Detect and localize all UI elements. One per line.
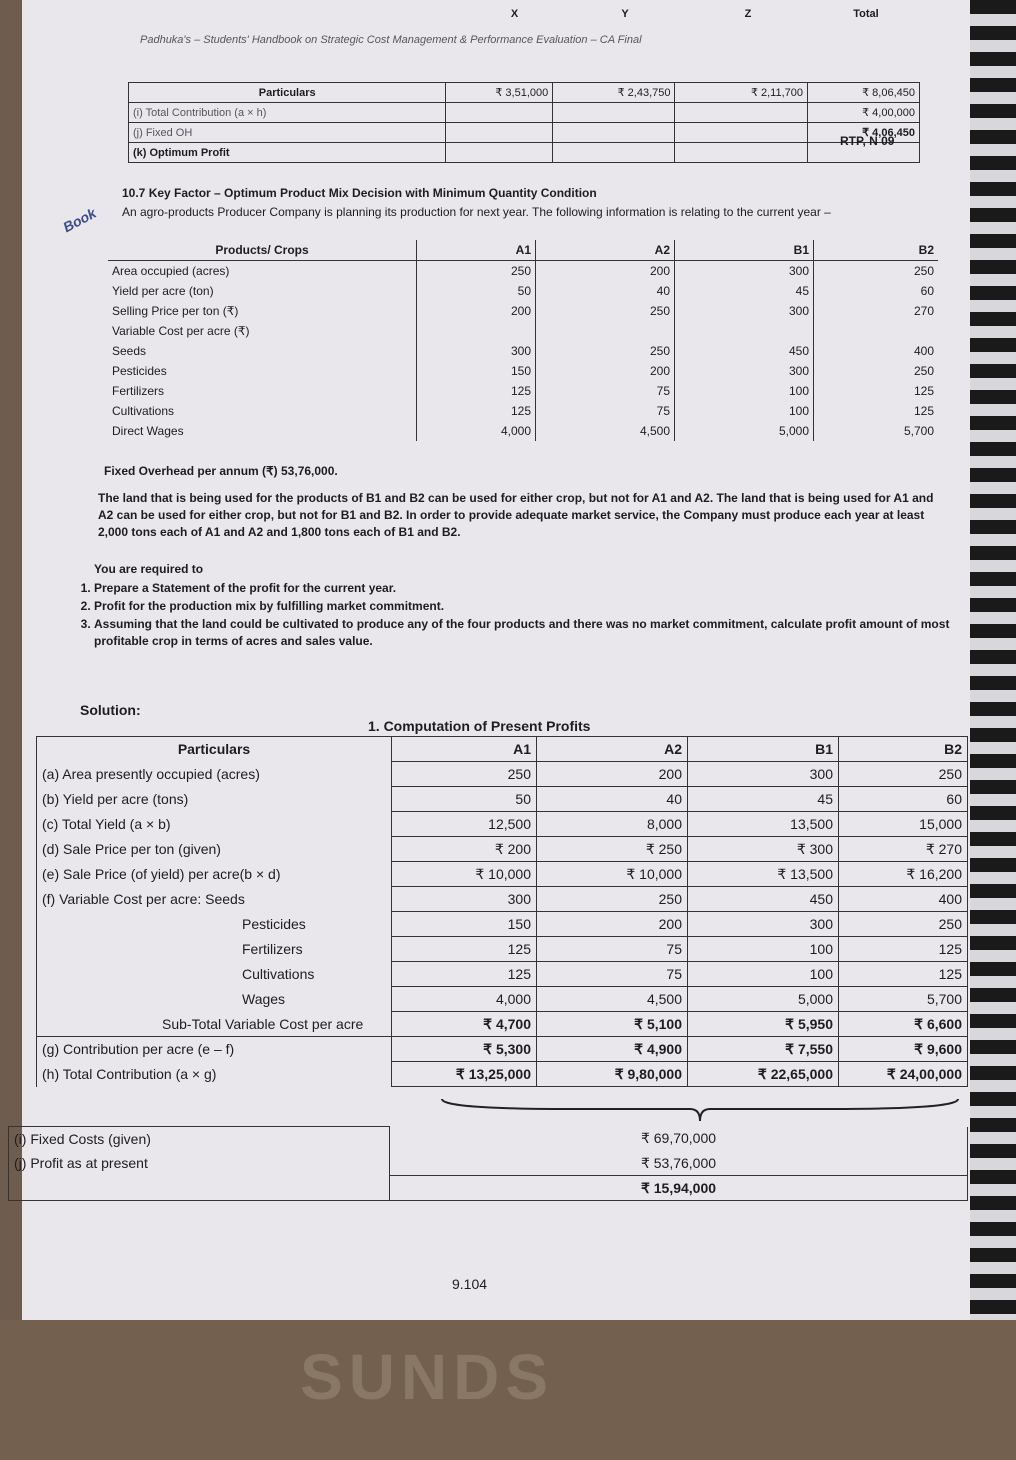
- top-col-y: Y: [621, 7, 629, 20]
- profit-computation-table: [36, 736, 968, 1087]
- margin-note: Book: [60, 204, 99, 236]
- running-header: Padhuka's – Students' Handbook on Strategic Cost Management & Performance Evaluation – CA Final: [140, 34, 642, 46]
- totals-table: [8, 1126, 968, 1201]
- top-col-total: Total: [853, 7, 879, 20]
- crop-table-row: Area occupied (acres) 250 200 300 250: [108, 261, 938, 282]
- question-list: [64, 580, 968, 651]
- crop-table-row: Selling Price per ton (₹) 200 250 300 270: [108, 301, 938, 321]
- top-table: [128, 4, 920, 65]
- problem-intro: An agro-products Producer Company is planning its production for next year. The following information is relating to the current year –: [122, 205, 831, 219]
- solution-table-row: (b) Yield per acre (tons) 50 40 45 60: [37, 787, 968, 812]
- solution-table-title: 1. Computation of Present Profits: [368, 718, 591, 734]
- spiral-binding: [970, 0, 1016, 1320]
- top-row: (j) Fixed OH ₹ 4,06,450: [129, 123, 920, 143]
- crop-table-row: Yield per acre (ton) 50 40 45 60: [108, 281, 938, 301]
- solution-table-row: Pesticides 150 200 300 250: [37, 912, 968, 937]
- solution-table-row: Wages 4,000 4,500 5,000 5,700: [37, 987, 968, 1012]
- top-row: (i) Total Contribution (a × h) ₹ 4,00,000: [129, 103, 920, 123]
- source-tag: RTP, N 09: [840, 134, 895, 148]
- page-number: 9.104: [452, 1276, 488, 1292]
- crop-table-row: Direct Wages 4,000 4,500 5,000 5,700: [108, 421, 938, 441]
- solution-table-row: (d) Sale Price per ton (given) ₹ 200 ₹ 250 ₹ 300 ₹ 270: [37, 837, 968, 862]
- fixed-overhead: Fixed Overhead per annum (₹) 53,76,000.: [104, 464, 338, 478]
- problem-paragraph: The land that is being used for the products of B1 and B2 can be used for either crop, but not for A1 and A2. The land that is being used for A1 and A2 can be used for either crop, but not for B1 and B2. In order to provide adequate market service, the Company must produce each year at least 2,000 tons each of A1 and A2 and 1,800 tons each of B1 and B2.: [98, 491, 934, 539]
- top-col-z: Z: [744, 7, 752, 20]
- top-row-header: Particulars ₹ 3,51,000 ₹ 2,43,750 ₹ 2,11,700 ₹ 8,06,450: [129, 83, 920, 103]
- totals-row: (j) Profit as at present ₹ 53,76,000: [9, 1151, 968, 1176]
- solution-table-row: (h) Total Contribution (a × g) ₹ 13,25,000 ₹ 9,80,000 ₹ 22,65,000 ₹ 24,00,000: [37, 1062, 968, 1087]
- crop-table-row: Seeds 300 250 450 400: [108, 341, 938, 361]
- crop-table-row: Fertilizers 125 75 100 125: [108, 381, 938, 401]
- solution-label: Solution:: [80, 702, 141, 718]
- totals-row: ₹ 15,94,000: [9, 1176, 968, 1201]
- crop-data-table: [108, 240, 938, 441]
- solution-table-row: Fertilizers 125 75 100 125: [37, 937, 968, 962]
- solution-table-row: Cultivations 125 75 100 125: [37, 962, 968, 987]
- required-label: You are required to: [94, 562, 204, 576]
- question-item: 3. Assuming that the land could be cultivated to produce any of the four products and there was no market commitment, calculate profit amount of most profitable crop in terms of acres and sales value.: [94, 616, 968, 650]
- solution-table-row: (e) Sale Price (of yield) per acre(b × d) ₹ 10,000 ₹ 10,000 ₹ 13,500 ₹ 16,200: [37, 862, 968, 887]
- solution-table-row: (f) Variable Cost per acre: Seeds 300 250 450 400: [37, 887, 968, 912]
- crop-table-header: Products/ Crops A1 A2 B1 B2: [108, 240, 938, 261]
- crop-table-row: Cultivations 125 75 100 125: [108, 401, 938, 421]
- top-col-x: X: [510, 7, 519, 20]
- problem-heading: 10.7 Key Factor – Optimum Product Mix Decision with Minimum Quantity Condition: [122, 186, 597, 200]
- solution-table-row: (c) Total Yield (a × b) 12,500 8,000 13,500 15,000: [37, 812, 968, 837]
- solution-table-row: Sub-Total Variable Cost per acre ₹ 4,700 ₹ 5,100 ₹ 5,950 ₹ 6,600: [37, 1012, 968, 1037]
- question-item: 2. Profit for the production mix by fulfilling market commitment.: [94, 598, 968, 615]
- crop-table-row: Pesticides 150 200 300 250: [108, 361, 938, 381]
- desk-sticker: SUNDS: [300, 1341, 555, 1413]
- question-item: 1. Prepare a Statement of the profit for the current year.: [94, 580, 968, 597]
- crop-table-body: [108, 261, 938, 442]
- solution-table-row: (a) Area presently occupied (acres) 250 200 300 250: [37, 762, 968, 787]
- totals-row: (i) Fixed Costs (given) ₹ 69,70,000: [9, 1127, 968, 1152]
- top-row: (k) Optimum Profit: [129, 143, 920, 163]
- crop-table-row: Variable Cost per acre (₹): [108, 321, 938, 341]
- top-table-body: [128, 82, 920, 163]
- solution-table-row: (g) Contribution per acre (e – f) ₹ 5,300 ₹ 4,900 ₹ 7,550 ₹ 9,600: [37, 1037, 968, 1062]
- total-brace: [440, 1097, 960, 1123]
- solution-table-header: Particulars A1 A2 B1 B2: [37, 737, 968, 762]
- solution-table-body: [37, 762, 968, 1087]
